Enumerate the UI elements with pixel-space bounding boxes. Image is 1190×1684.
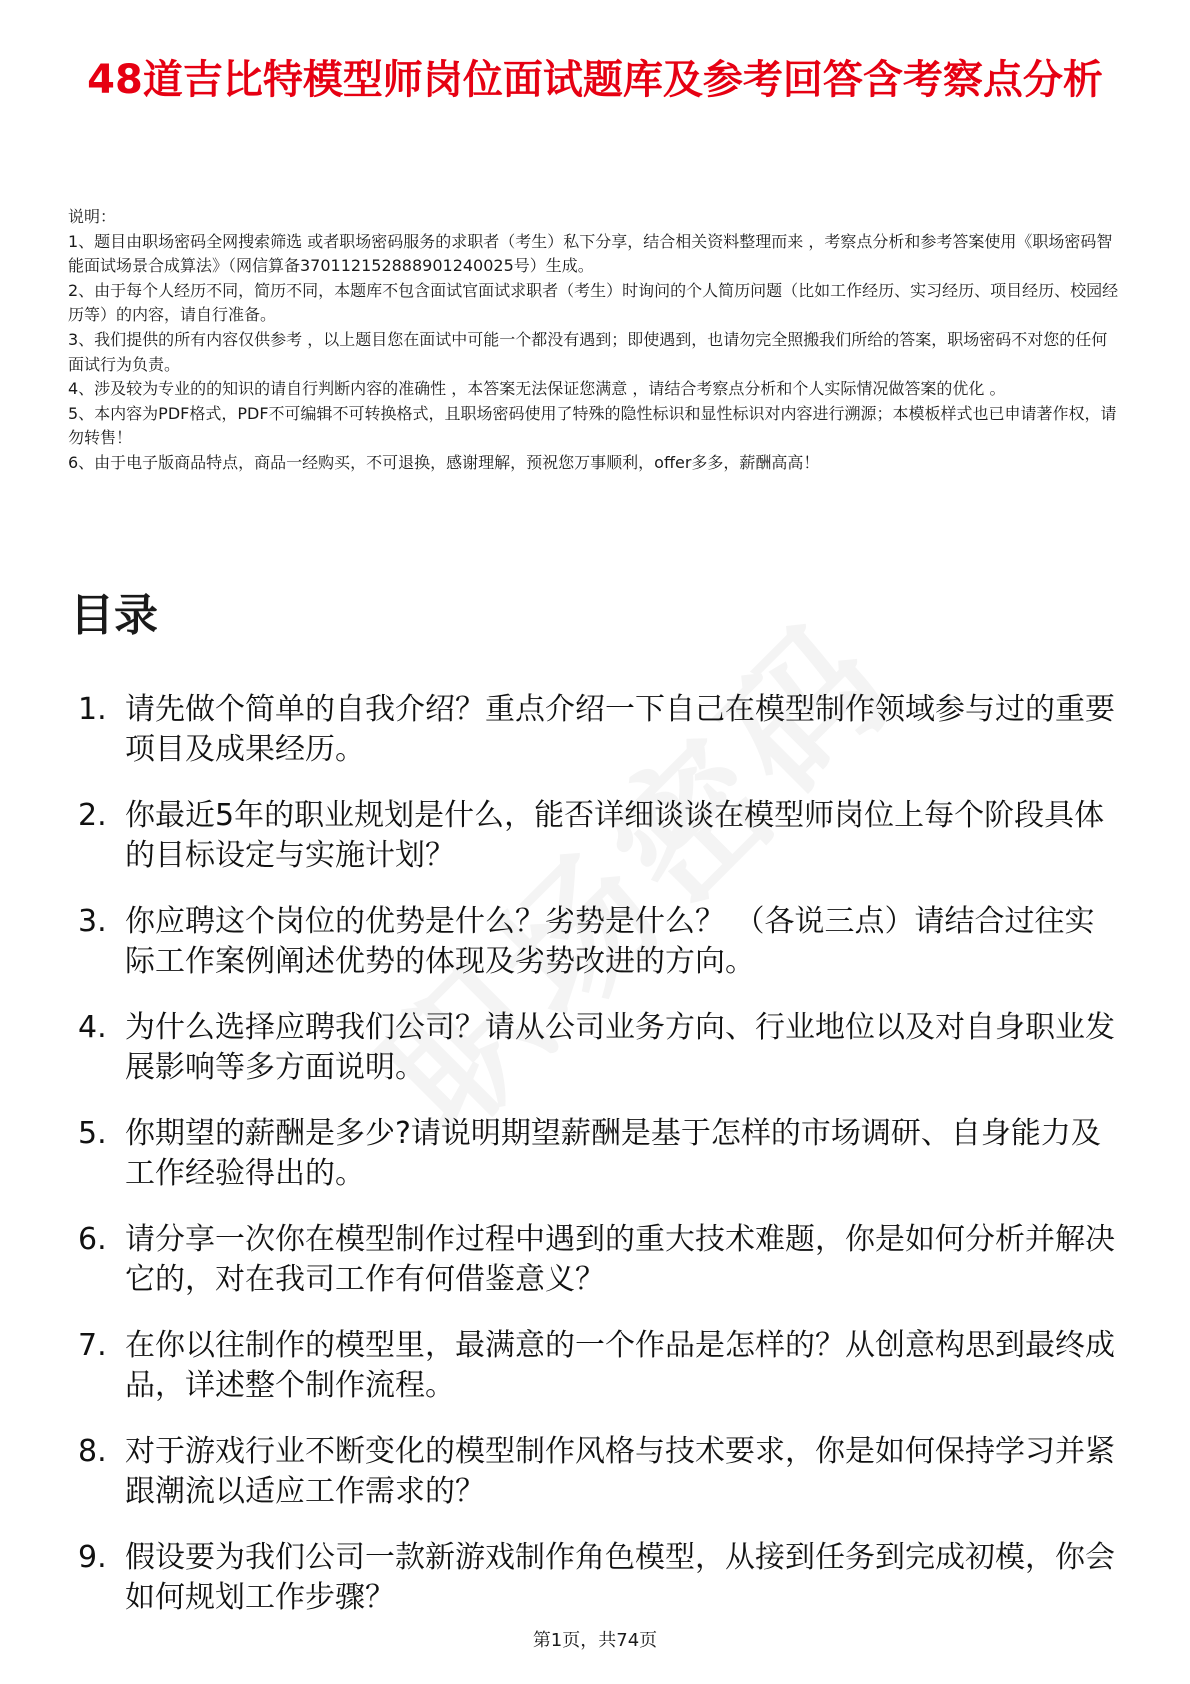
toc-item[interactable] — [70, 1326, 1120, 1406]
toc-item-text: 在你以往制作的模型里，最满意的一个作品是怎样的？从创意构思到最终成品，详述整个制作流程。 — [125, 1328, 1115, 1403]
toc-item[interactable] — [70, 1008, 1120, 1088]
toc-item-number: 5. — [78, 1116, 107, 1151]
notes-line: 说明： — [68, 207, 117, 226]
notes-line: 4、涉及较为专业的的知识的请自行判断内容的准确性 ，本答案无法保证您满意 ，请结合考察点分析和个人实际情况做答案的优化 。 — [68, 379, 1006, 399]
toc-item-number: 4. — [78, 1010, 107, 1045]
notes-line: 5、本内容为PDF格式，PDF不可编辑不可转换格式，且职场密码使用了特殊的隐性标识和显性标识对内容进行溯源；本模板样式也已申请著作权，请勿转售！ — [68, 403, 1117, 448]
toc-item-text: 请分享一次你在模型制作过程中遇到的重大技术难题，你是如何分析并解决它的，对在我司工作有何借鉴意义？ — [125, 1222, 1115, 1297]
toc-item-number: 3. — [78, 904, 107, 939]
page-footer: 第1页，共74页 — [532, 1630, 658, 1651]
toc-item-number: 8. — [78, 1434, 107, 1469]
toc-item[interactable] — [70, 1432, 1120, 1512]
toc-item-text: 对于游戏行业不断变化的模型制作风格与技术要求，你是如何保持学习并紧跟潮流以适应工作需求的？ — [125, 1434, 1115, 1509]
notes-section — [68, 205, 1120, 476]
toc-item-text: 假设要为我们公司一款新游戏制作角色模型，从接到任务到完成初模，你会如何规划工作步骤？ — [125, 1540, 1115, 1615]
toc-item-text: 为什么选择应聘我们公司？请从公司业务方向、行业地位以及对自身职业发展影响等多方面说明。 — [125, 1010, 1115, 1085]
toc-item-number: 7. — [78, 1328, 107, 1363]
toc-item-text: 你最近5年的职业规划是什么，能否详细谈谈在模型师岗位上每个阶段具体的目标设定与实施计划？ — [125, 798, 1105, 873]
toc-item-number: 1. — [78, 692, 107, 727]
toc-heading: 目录 — [70, 590, 158, 641]
toc-item-number: 6. — [78, 1222, 107, 1257]
toc-item-text: 你应聘这个岗位的优势是什么？劣势是什么？ （各说三点）请结合过往实际工作案例阐述优势的体现及劣势改进的方向。 — [125, 904, 1095, 979]
notes-line: 3、我们提供的所有内容仅供参考 ，以上题目您在面试中可能一个都没有遇到；即使遇到，也请勿完全照搬我们所给的答案，职场密码不对您的任何面试行为负责。 — [68, 329, 1108, 374]
notes-line: 1、题目由职场密码全网搜索筛选 或者职场密码服务的求职者（考生）私下分享，结合相关资料整理而来 ，考察点分析和参考答案使用《职场密码智能面试场景合成算法》（网信算备370112152888901240025号）生成。 — [68, 231, 1113, 276]
toc-item[interactable] — [70, 1538, 1120, 1618]
toc-item[interactable] — [70, 1220, 1120, 1300]
toc-list — [70, 690, 1120, 1644]
toc-item-number: 9. — [78, 1540, 107, 1575]
notes-line: 2、由于每个人经历不同，简历不同，本题库不包含面试官面试求职者（考生）时询问的个人简历问题（比如工作经历、实习经历、项目经历、校园经历等）的内容，请自行准备。 — [68, 280, 1119, 325]
toc-item-number: 2. — [78, 798, 107, 833]
toc-item[interactable] — [70, 690, 1120, 770]
toc-item[interactable] — [70, 1114, 1120, 1194]
document-title: 48道吉比特模型师岗位面试题库及参考回答含考察点分析 — [87, 57, 1103, 103]
toc-item[interactable] — [70, 796, 1120, 876]
notes-line: 6、由于电子版商品特点，商品一经购买，不可退换，感谢理解，预祝您万事顺利，offer多多，薪酬高高！ — [68, 452, 820, 472]
toc-item-text: 你期望的薪酬是多少?请说明期望薪酬是基于怎样的市场调研、自身能力及工作经验得出的。 — [125, 1116, 1101, 1191]
toc-item-text: 请先做个简单的自我介绍？重点介绍一下自己在模型制作领域参与过的重要项目及成果经历。 — [125, 692, 1115, 767]
toc-item[interactable] — [70, 902, 1120, 982]
